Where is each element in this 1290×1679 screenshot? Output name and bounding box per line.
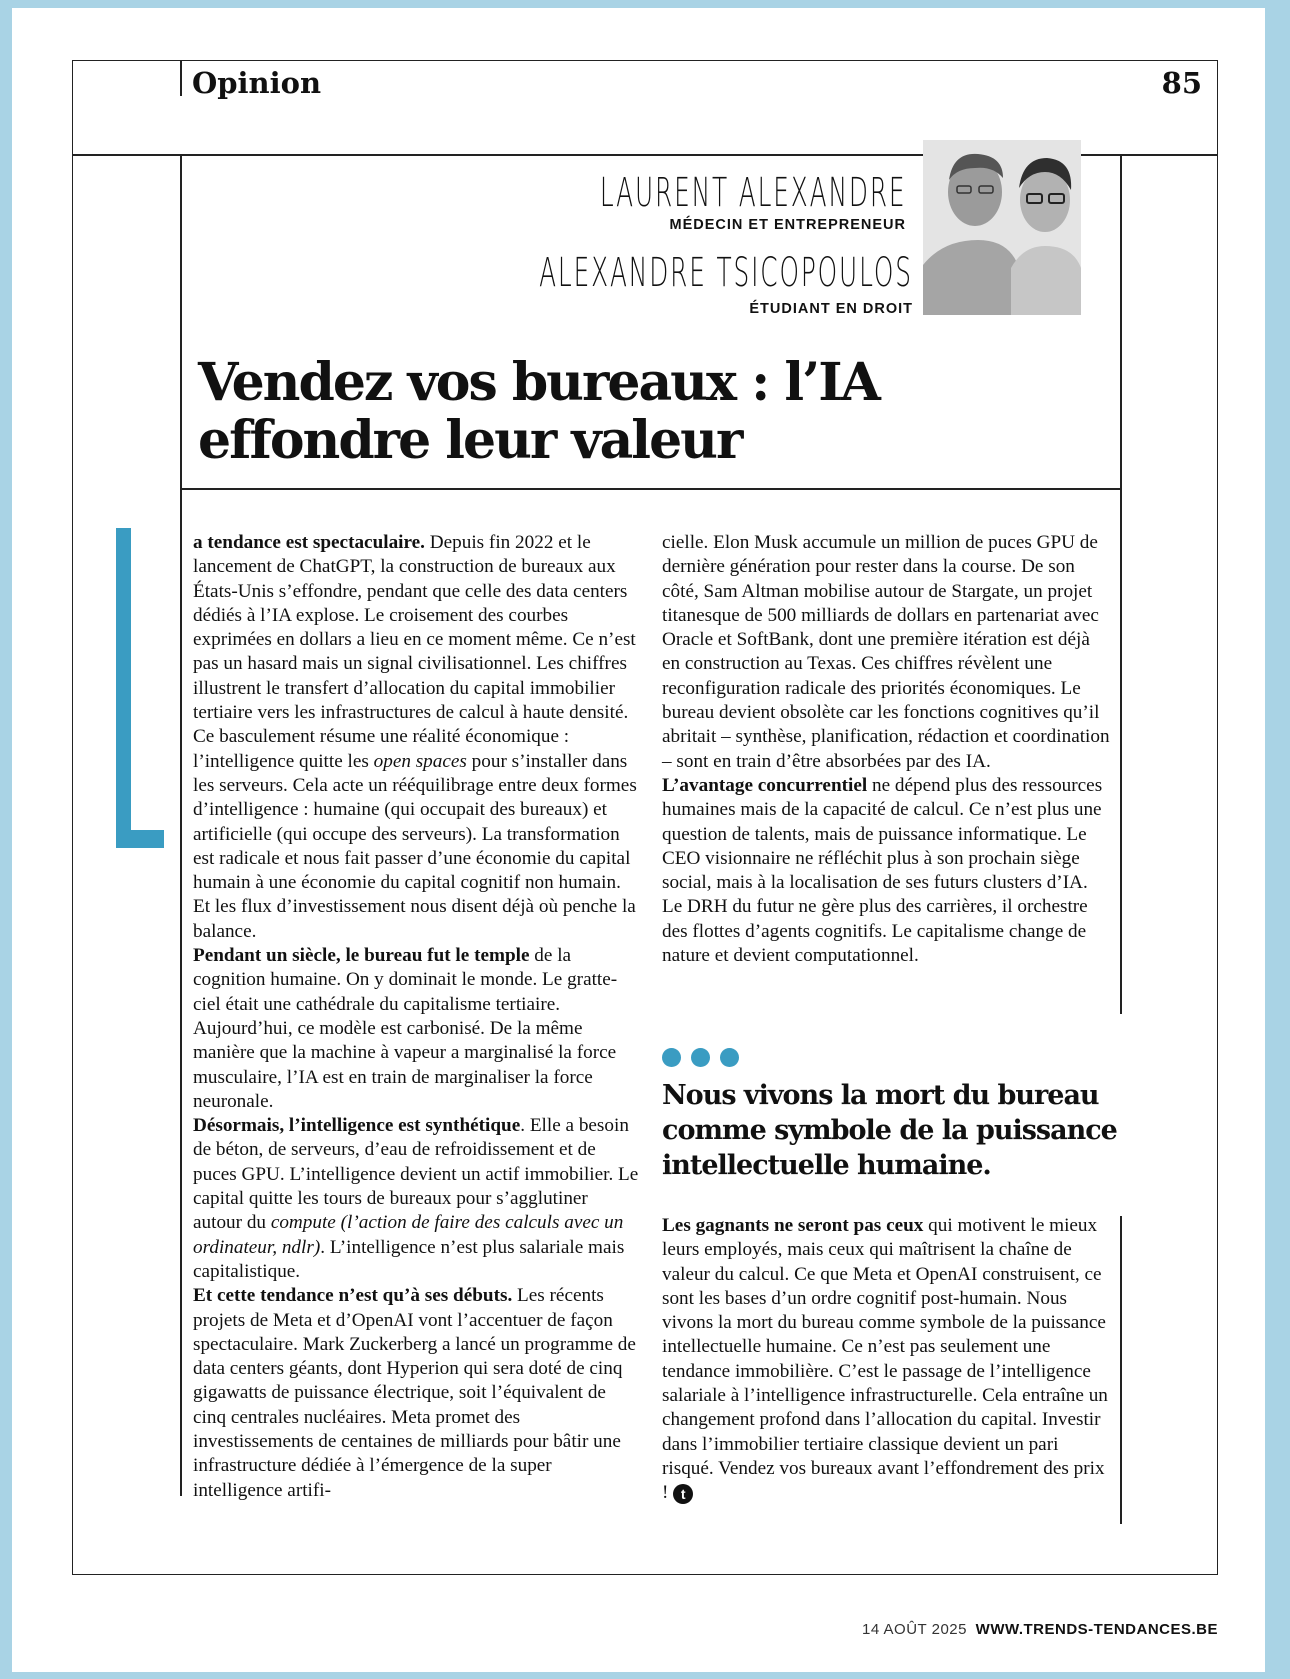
paragraph: a tendance est spectaculaire. Depuis fin 2022 et le lancement de ChatGPT, la construction de bureaux aux États-Unis s’effondre, pendant que celle des data centers dédiés à l’IA explose. Le croisement des courbes exprimées en dollars a lieu en ce moment même. Ce n’est pas un hasard mais un signal civilisationnel. Les chiffres illustrent le transfert d’allocation du capital immobilier tertiaire vers les infrastructures de calcul à haute densité. Ce basculement résume une réalité économique : l’intelligence quitte les open spaces pour s’installer dans les serveurs. Cela acte un rééquilibrage entre deux formes d’intelligence : humaine (qui occupait des bureaux) et artificielle (qui occupe des serveurs). La transformation est radicale et nous fait passer d’une économie du capital humain à une économie du capital cognitif non humain. Et les flux d’investissement nous disent déjà où penche la balance. <box>193 532 637 942</box>
dot-icon <box>691 1048 710 1067</box>
author-name-1: LAURENT ALEXANDRE <box>599 170 906 216</box>
author-role-1: MÉDECIN ET ENTREPRENEUR <box>669 217 906 233</box>
pull-quote: Nous vivons la mort du bureau comme symbole de la puissance intellectuelle humaine. <box>662 1080 1117 1181</box>
paragraph: L’avantage concurrentiel ne dépend plus des ressources humaines mais de la capacité de calcul. Ce n’est plus une question de talents, mais de puissance informatique. Le CEO visionnaire ne réfléchit plus à son prochain siège social, mais à la localisation de ses futurs clusters d’IA. Le DRH du futur ne gère plus des carrières, il orchestre des flottes d’agents cognitifs. Le capitalisme change de nature et devient computationnel. <box>662 774 1103 967</box>
section-tick <box>180 60 182 96</box>
dropcap-L <box>116 528 164 848</box>
page-number: 85 <box>1161 66 1202 100</box>
author-role-2: ÉTUDIANT EN DROIT <box>749 301 913 317</box>
headline-box-left <box>180 154 182 488</box>
article-column-2-top <box>662 531 1110 968</box>
paragraph: Désormais, l’intelligence est synthétique. Elle a besoin de béton, de serveurs, d’eau de refroidissement et de puces GPU. L’intelligence devient un actif immobilier. Le capital quitte les tours de bureaux pour s’agglutiner autour du compute (l’action de faire des calculs avec un ordinateur, ndlr). L’intelligence n’est plus salariale mais capitalistique. <box>193 1115 639 1282</box>
paragraph: Et cette tendance n’est qu’à ses débuts. Les récents projets de Meta et d’OpenAI vont l’accentuer de façon spectaculaire. Mark Zuckerberg a lancé un programme de data centers géants, dont Hyperion qui sera doté de cinq gigawatts de puissance électrique, soit l’équivalent de cinq centrales nucléaires. Meta promet des investissements de centaines de milliards pour bâtir une infrastructure dédiée à l’émergence de la super intelligence artifi- <box>193 1285 636 1501</box>
dot-icon <box>720 1048 739 1067</box>
paragraph: Pendant un siècle, le bureau fut le temple de la cognition humaine. On y dominait le monde. Le gratte-ciel était une cathédrale du capitalisme tertiaire. Aujourd’hui, ce modèle est carbonisé. De la même manière que la machine à vapeur a marginalisé la force musculaire, l’IA est en train de marginaliser la force neuronale. <box>193 945 618 1112</box>
col1-rule <box>180 490 182 1496</box>
author-photos-image <box>923 140 1081 315</box>
website-url: WWW.TRENDS-TENDANCES.BE <box>975 1621 1218 1638</box>
trends-end-mark-icon: t <box>673 1484 693 1504</box>
section-label: Opinion <box>192 66 322 100</box>
article-column-2-bottom <box>662 1214 1110 1506</box>
headline: Vendez vos bureaux : l’IA effondre leur valeur <box>198 352 879 471</box>
col2-rule-bottom <box>1120 1216 1122 1524</box>
dot-icon <box>662 1048 681 1067</box>
headline-box-bottom <box>180 488 1122 490</box>
footer <box>862 1621 1218 1638</box>
col2-rule-top <box>1120 154 1122 1014</box>
paragraph: cielle. Elon Musk accumule un million de puces GPU de dernière génération pour rester dans la course. De son côté, Sam Altman mobilise autour de Stargate, un projet titanesque de 500 milliards de dollars en partenariat avec Oracle et SoftBank, dont une première itération est déjà en construction au Texas. Ces chiffres révèlent une reconfiguration radicale des priorités économiques. Le bureau devient obsolète car les fonctions cognitives qu’il abritait – synthèse, planification, rédaction et coordination – sont en train d’être absorbées par des IA. <box>662 532 1110 772</box>
author-name-2: ALEXANDRE TSICOPOULOS <box>539 250 913 296</box>
author-photos <box>923 140 1081 315</box>
paragraph: Les gagnants ne seront pas ceux qui motivent le mieux leurs employés, mais ceux qui maîtrisent la chaîne de valeur du calcul. Ce que Meta et OpenAI construisent, ce sont les bases d’un ordre cognitif post-humain. Nous vivons la mort du bureau comme symbole de la puissance intellectuelle humaine. Ce n’est pas seulement une tendance immobilière. C’est le passage de l’intelligence salariale à l’intelligence infrastructurelle. Cela entraîne un changement profond dans l’allocation du capital. Investir dans l’immobilier tertiaire classique devient un pari risqué. Vendez vos bureaux avant l’effondrement des prix ! t <box>662 1215 1108 1504</box>
issue-date: 14 AOÛT 2025 <box>862 1621 967 1638</box>
article-column-1 <box>193 531 641 1503</box>
quote-dots <box>662 1048 749 1072</box>
